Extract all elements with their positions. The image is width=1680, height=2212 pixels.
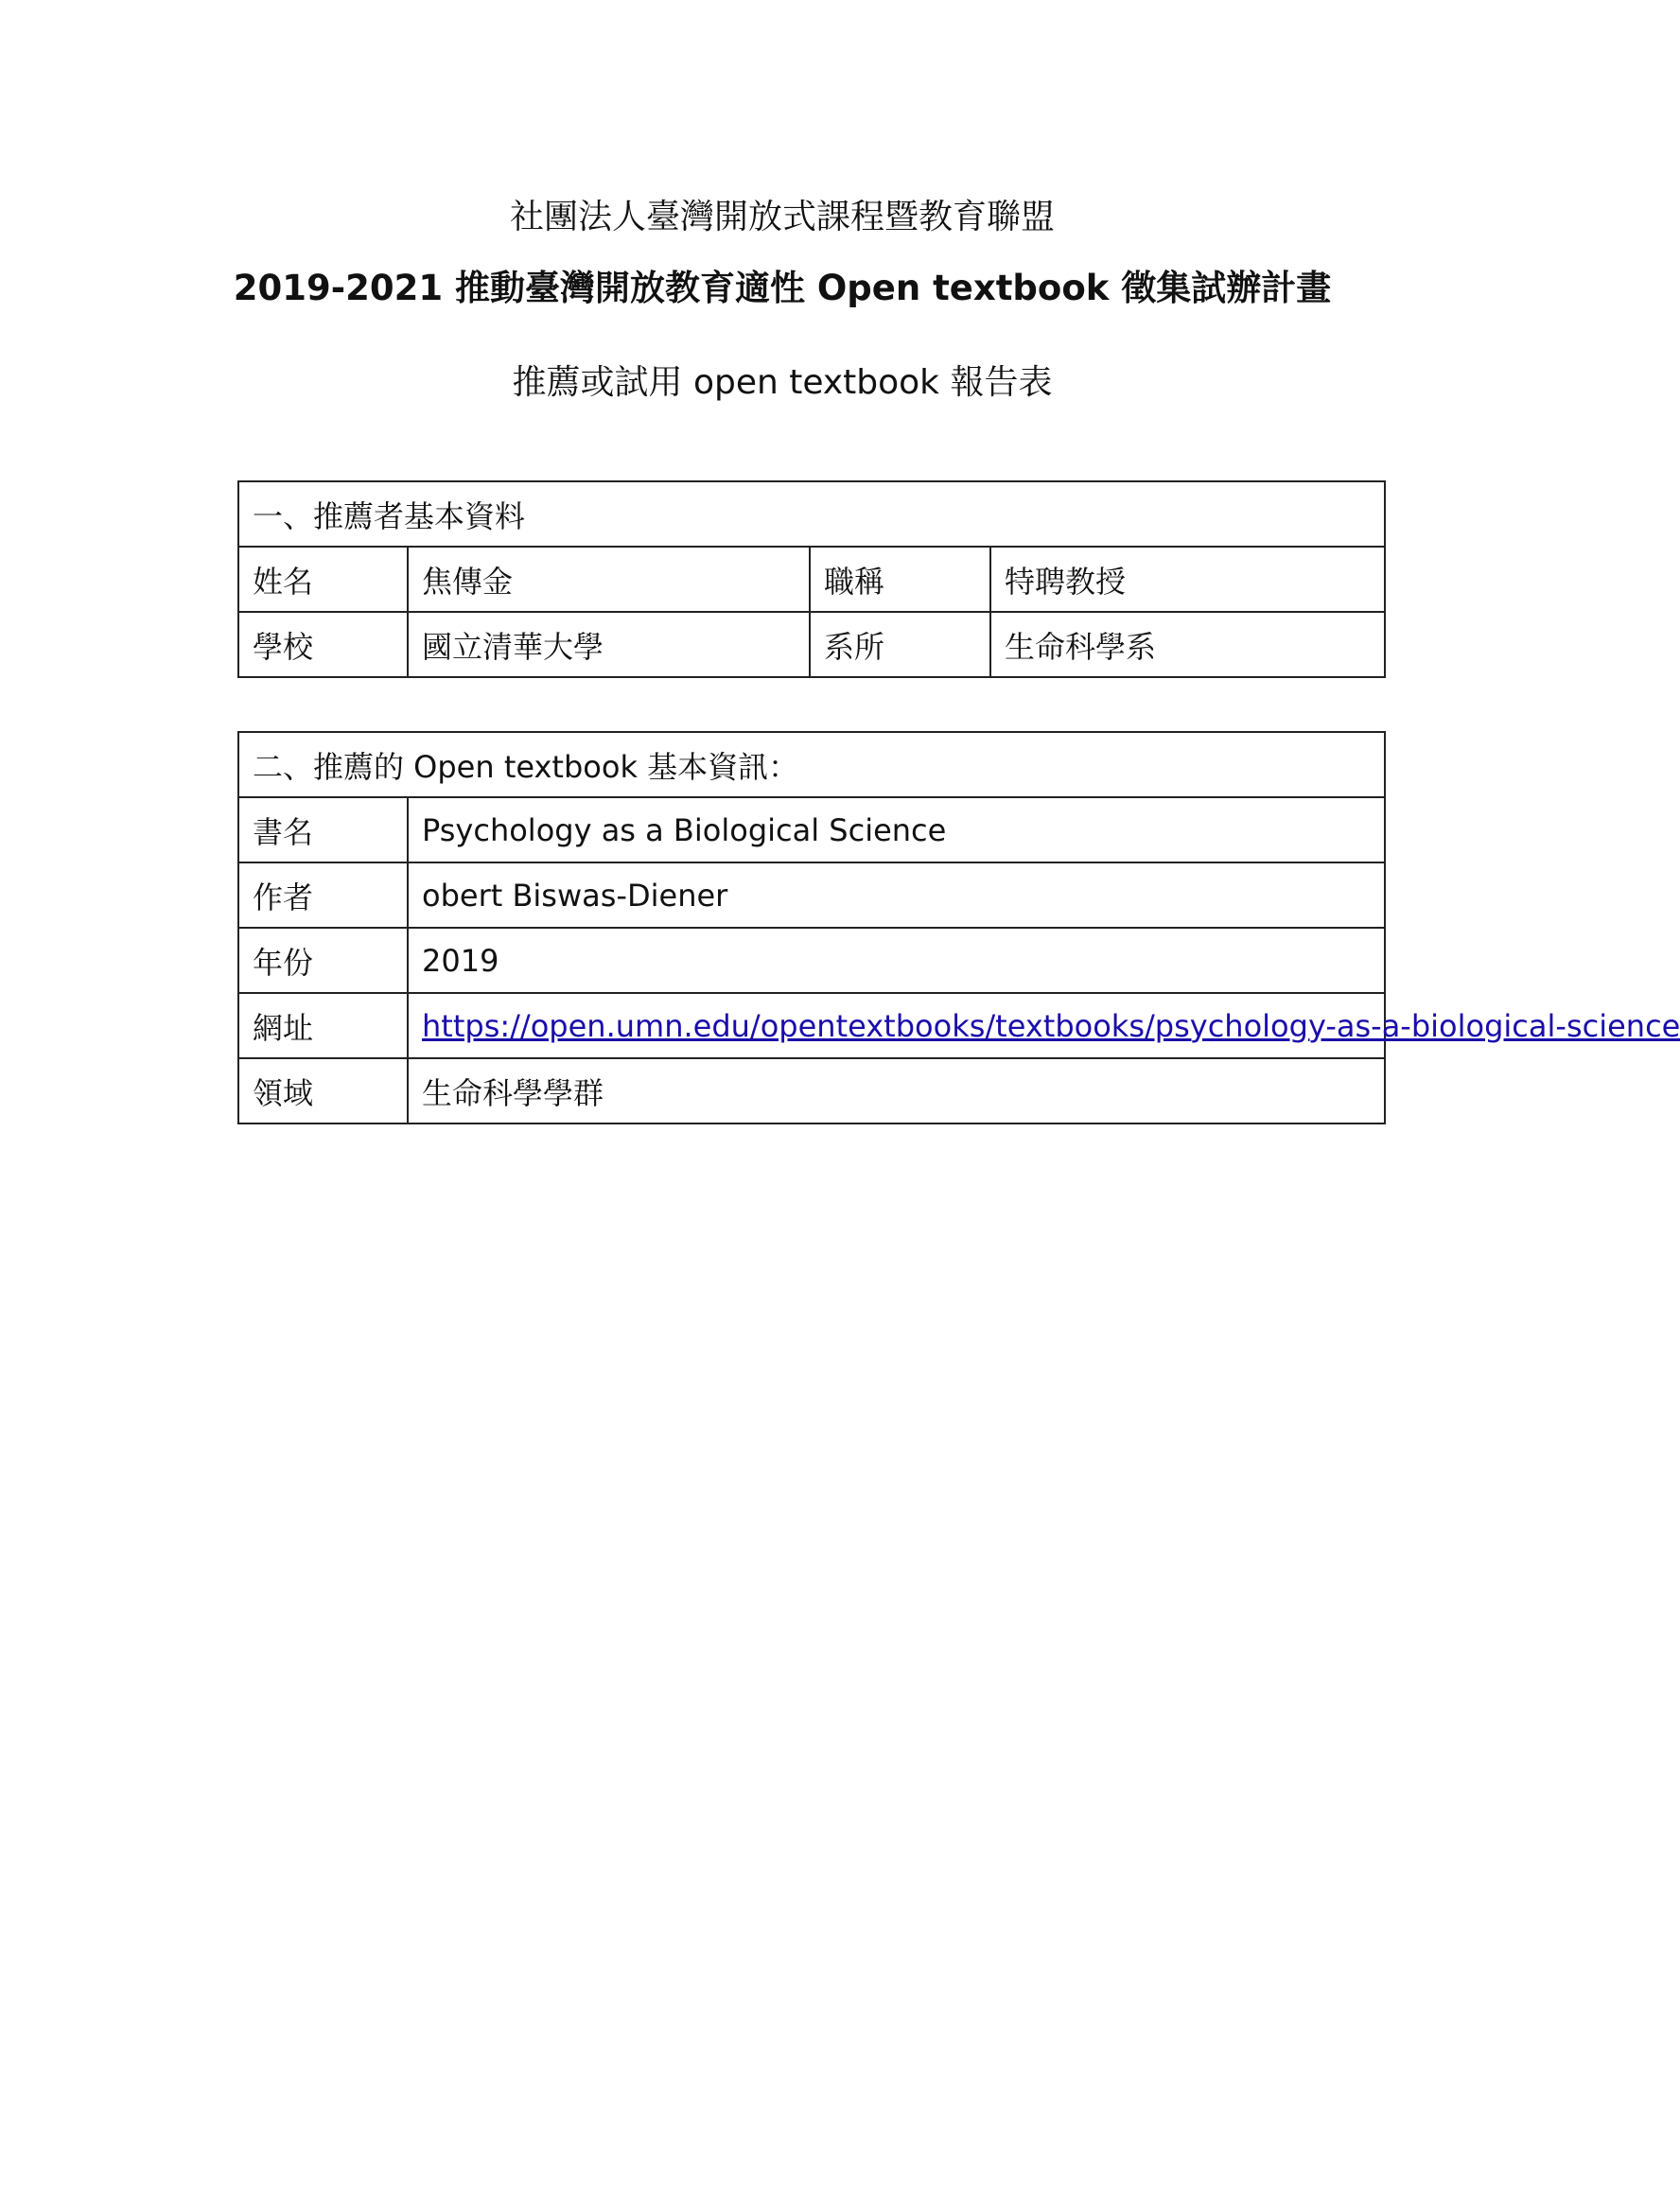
table-row bbox=[238, 612, 1385, 677]
job-title-label: 職稱 bbox=[810, 547, 990, 612]
table-row bbox=[238, 732, 1385, 797]
book-title-label: 書名 bbox=[238, 797, 408, 862]
name-label: 姓名 bbox=[238, 547, 408, 612]
table-row bbox=[238, 993, 1385, 1058]
organization-title: 社團法人臺灣開放式課程暨教育聯盟 bbox=[509, 198, 1055, 236]
author-value: obert Biswas-Diener bbox=[408, 862, 1385, 928]
table-row bbox=[238, 797, 1385, 862]
textbook-info-table bbox=[237, 731, 1680, 1124]
school-label: 學校 bbox=[238, 612, 408, 677]
url-cell bbox=[408, 993, 1680, 1058]
field-label: 領域 bbox=[238, 1058, 408, 1123]
name-value: 焦傳金 bbox=[408, 547, 810, 612]
table-row bbox=[238, 1058, 1385, 1123]
job-title-value: 特聘教授 bbox=[990, 547, 1385, 612]
textbook-url-link[interactable]: https://open.umn.edu/opentextbooks/textbooks/psychology-as-a-biological-science bbox=[422, 1007, 1680, 1044]
school-value: 國立清華大學 bbox=[408, 612, 810, 677]
year-value: 2019 bbox=[408, 928, 1385, 993]
book-title-value: Psychology as a Biological Science bbox=[408, 797, 1385, 862]
url-label: 網址 bbox=[238, 993, 408, 1058]
table-row bbox=[238, 481, 1385, 547]
textbook-section-title: 二、推薦的 Open textbook 基本資訊： bbox=[238, 732, 1385, 797]
table-row bbox=[238, 928, 1385, 993]
form-title: 推薦或試用 open textbook 報告表 bbox=[512, 363, 1053, 402]
plan-title: 2019-2021 推動臺灣開放教育適性 Open textbook 徵集試辦計畫 bbox=[233, 268, 1332, 308]
department-value: 生命科學系 bbox=[990, 612, 1385, 677]
table-row bbox=[238, 862, 1385, 928]
author-label: 作者 bbox=[238, 862, 408, 928]
year-label: 年份 bbox=[238, 928, 408, 993]
recommender-info-table bbox=[237, 480, 1386, 678]
table-row bbox=[238, 547, 1385, 612]
field-value: 生命科學學群 bbox=[408, 1058, 1385, 1123]
department-label: 系所 bbox=[810, 612, 990, 677]
recommender-section-title: 一、推薦者基本資料 bbox=[238, 481, 1385, 547]
